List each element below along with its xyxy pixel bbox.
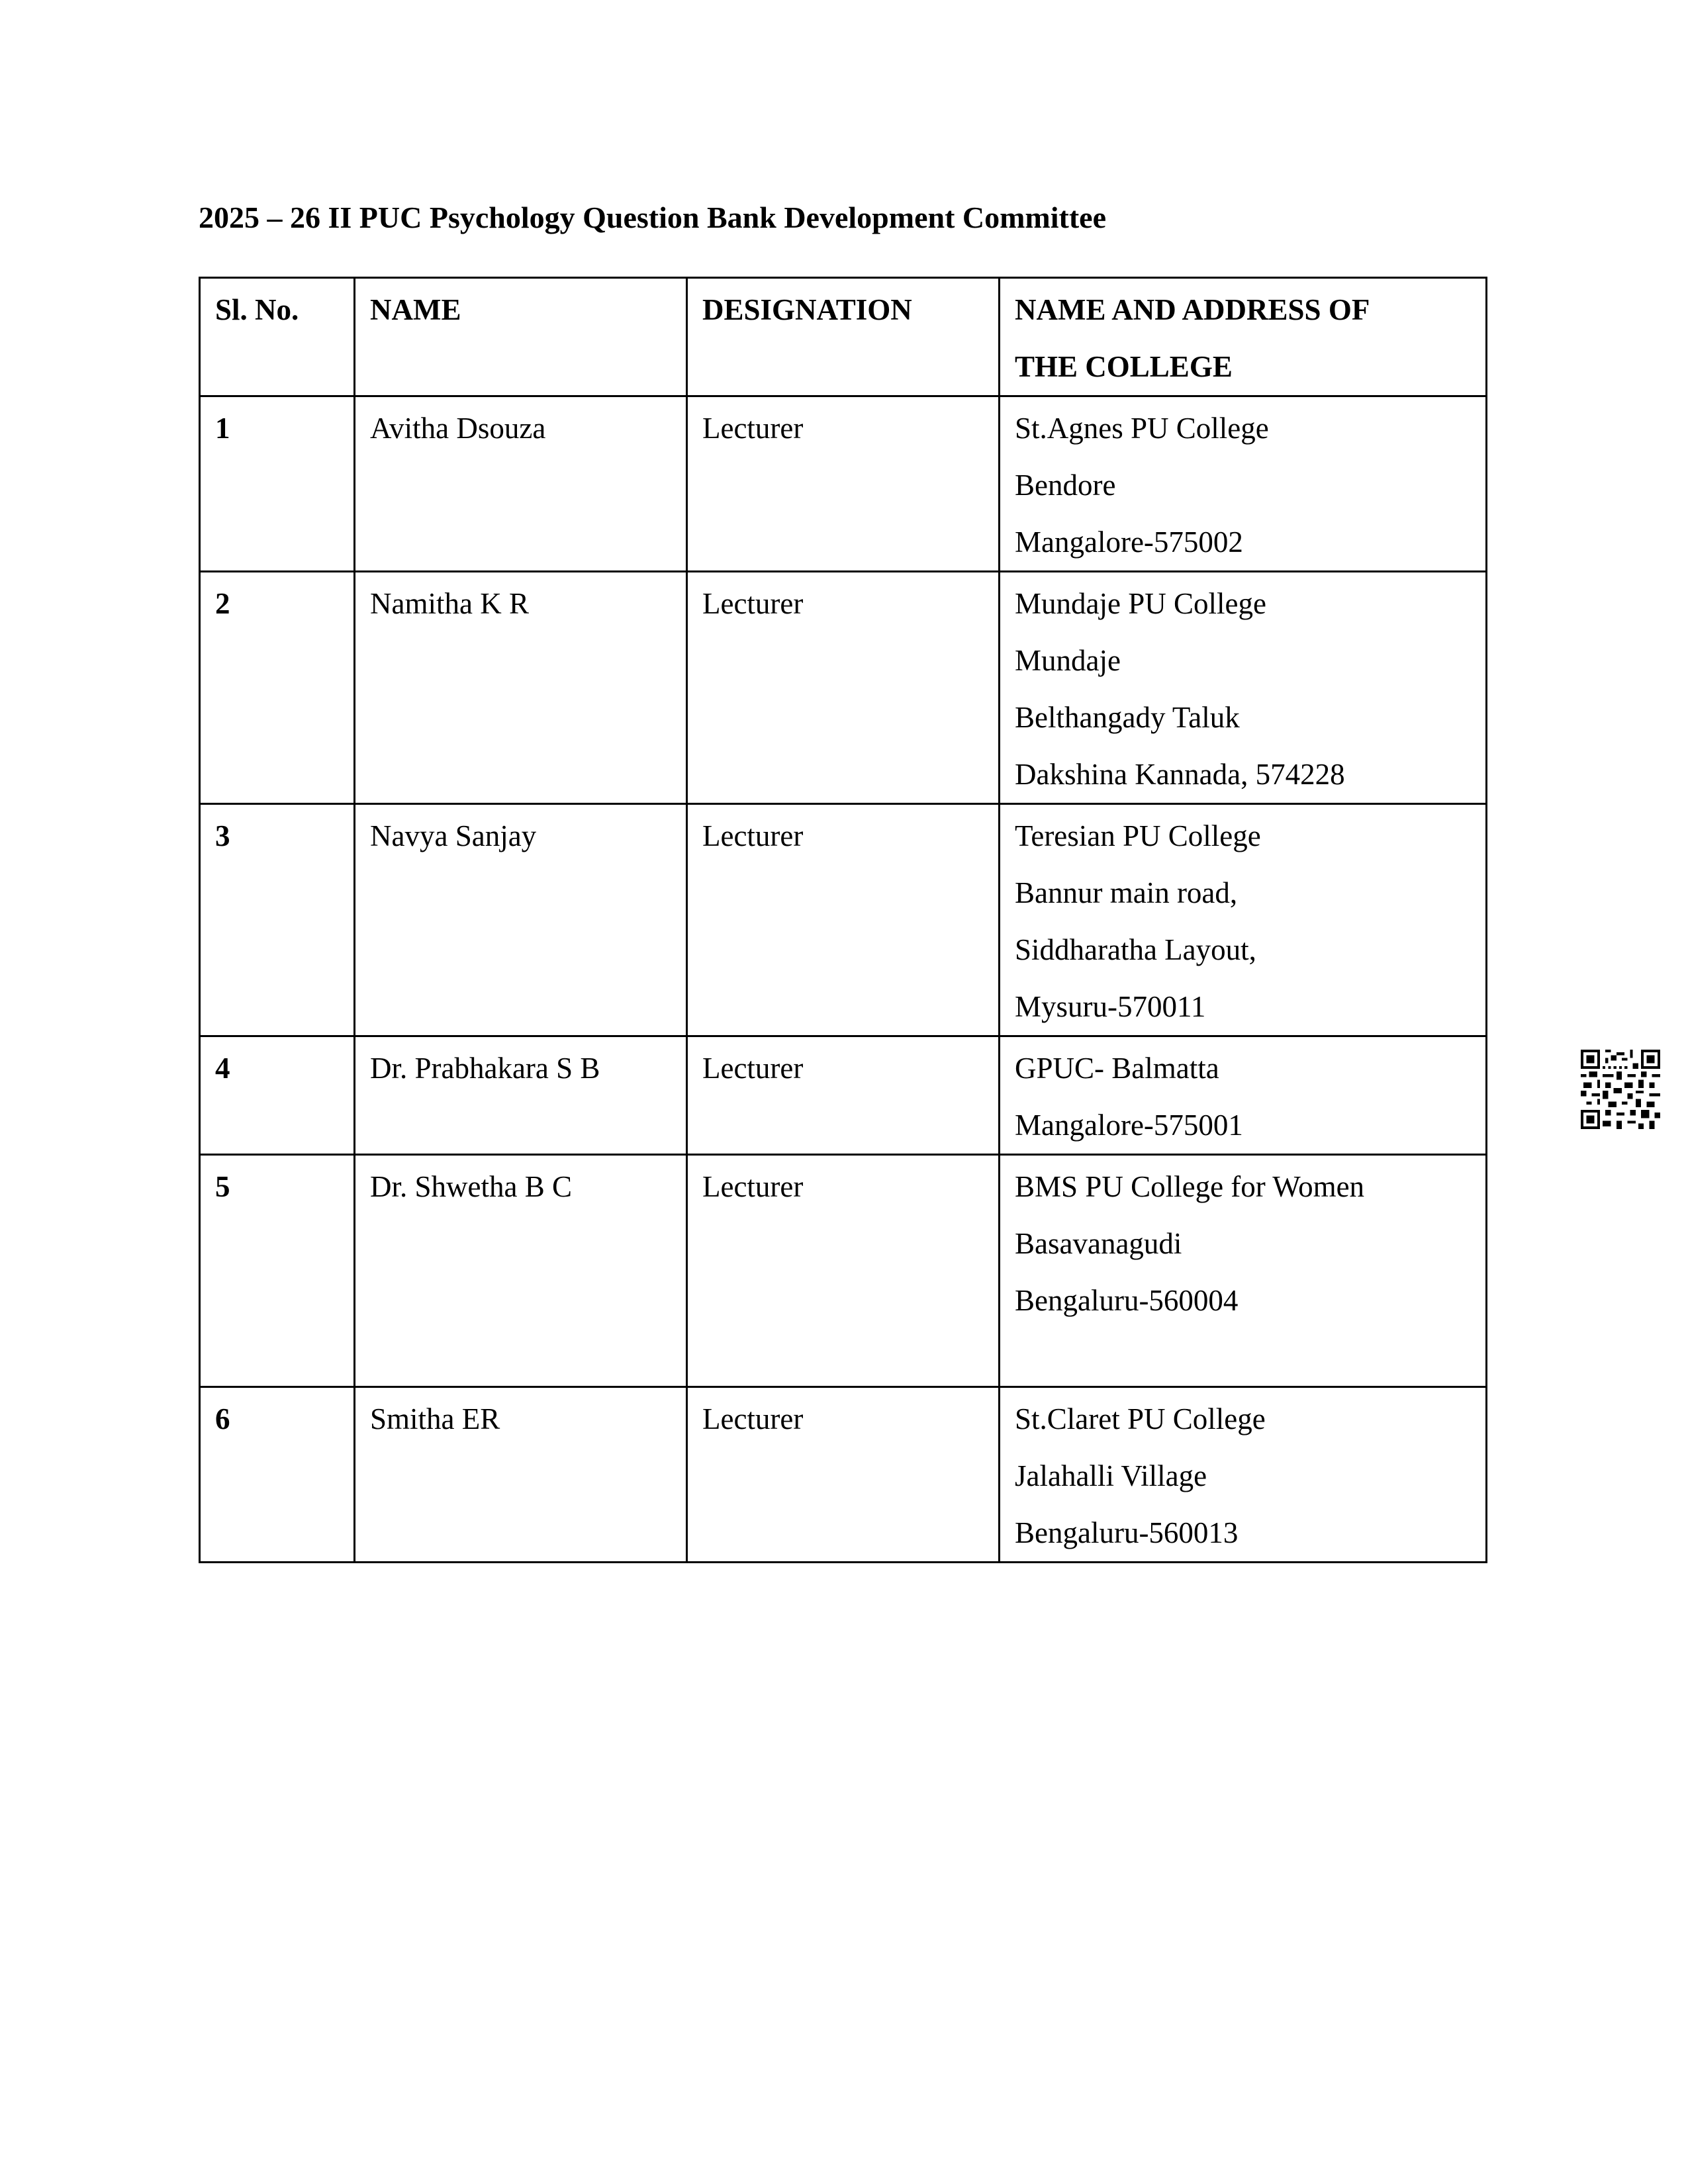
committee-table — [199, 277, 1487, 1563]
address-line: Bannur main road, — [1015, 876, 1238, 909]
address-line: Mysuru-570011 — [1015, 990, 1206, 1023]
address-line-blank — [1015, 1329, 1471, 1386]
row-sl-no: 5 — [200, 1155, 355, 1387]
table-row — [200, 804, 1487, 1036]
address-line: St.Agnes PU College — [1015, 412, 1269, 445]
table-header-row — [200, 278, 1487, 396]
row-sl-no: 6 — [200, 1387, 355, 1563]
address-line: Mundaje — [1015, 644, 1121, 677]
row-member-name: Navya Sanjay — [355, 804, 687, 1036]
row-college-address — [1000, 572, 1487, 804]
row-college-address — [1000, 1155, 1487, 1387]
row-designation: Lecturer — [687, 396, 1000, 572]
header-name: NAME — [355, 278, 687, 396]
row-designation: Lecturer — [687, 572, 1000, 804]
address-line: Belthangady Taluk — [1015, 701, 1240, 734]
address-line: Teresian PU College — [1015, 819, 1261, 852]
table-row — [200, 1036, 1487, 1155]
address-line: Mangalore-575001 — [1015, 1109, 1243, 1142]
header-college-line-2: THE COLLEGE — [1015, 350, 1233, 383]
row-member-name: Dr. Prabhakara S B — [355, 1036, 687, 1155]
address-line: St.Claret PU College — [1015, 1402, 1266, 1435]
address-line: Bengaluru-560013 — [1015, 1516, 1239, 1549]
address-line: Mangalore-575002 — [1015, 525, 1243, 559]
table-row — [200, 1387, 1487, 1563]
row-sl-no: 3 — [200, 804, 355, 1036]
header-college-address — [1000, 278, 1487, 396]
table-row — [200, 396, 1487, 572]
row-college-address — [1000, 1036, 1487, 1155]
row-designation: Lecturer — [687, 1036, 1000, 1155]
address-line: BMS PU College for Women — [1015, 1170, 1365, 1203]
table-row — [200, 1155, 1487, 1387]
header-sl-no: Sl. No. — [200, 278, 355, 396]
header-designation: DESIGNATION — [687, 278, 1000, 396]
row-member-name: Namitha K R — [355, 572, 687, 804]
row-member-name: Avitha Dsouza — [355, 396, 687, 572]
table-row — [200, 572, 1487, 804]
address-line: GPUC- Balmatta — [1015, 1052, 1219, 1085]
qr-code-icon — [1581, 1050, 1660, 1129]
row-college-address — [1000, 396, 1487, 572]
header-college-line-1: NAME AND ADDRESS OF — [1015, 293, 1370, 326]
address-line: Basavanagudi — [1015, 1227, 1182, 1260]
row-designation: Lecturer — [687, 804, 1000, 1036]
address-line: Jalahalli Village — [1015, 1459, 1207, 1492]
row-college-address — [1000, 1387, 1487, 1563]
address-line: Bendore — [1015, 469, 1116, 502]
row-sl-no: 4 — [200, 1036, 355, 1155]
row-designation: Lecturer — [687, 1155, 1000, 1387]
row-sl-no: 2 — [200, 572, 355, 804]
row-member-name: Smitha ER — [355, 1387, 687, 1563]
row-member-name: Dr. Shwetha B C — [355, 1155, 687, 1387]
row-designation: Lecturer — [687, 1387, 1000, 1563]
address-line: Bengaluru-560004 — [1015, 1284, 1239, 1317]
address-line: Dakshina Kannada, 574228 — [1015, 758, 1345, 791]
row-sl-no: 1 — [200, 396, 355, 572]
row-college-address — [1000, 804, 1487, 1036]
address-line: Mundaje PU College — [1015, 587, 1266, 620]
address-line: Siddharatha Layout, — [1015, 933, 1256, 966]
page-title: 2025 – 26 II PUC Psychology Question Bank Development Committee — [199, 201, 1106, 234]
